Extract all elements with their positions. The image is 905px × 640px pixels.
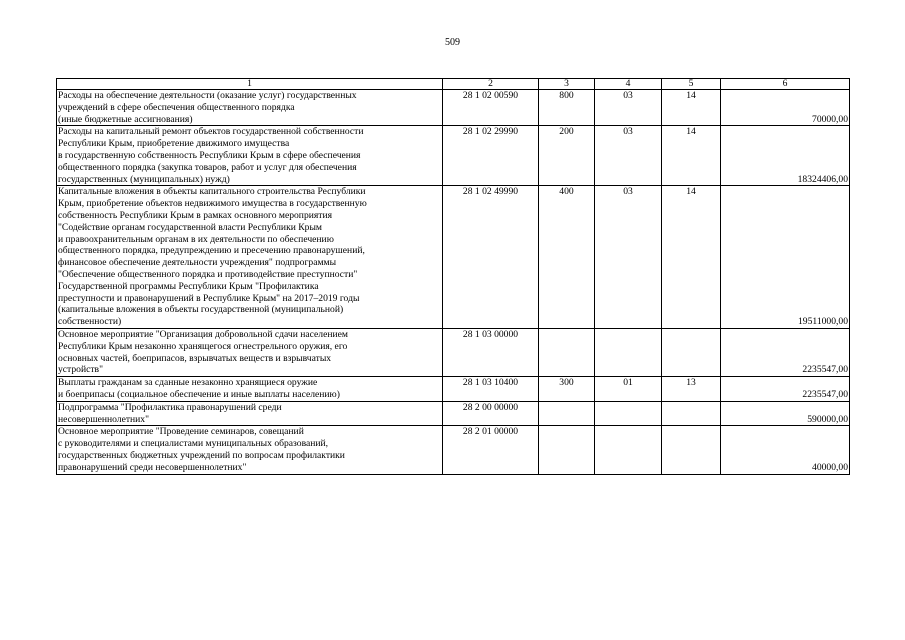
column-header: 5 bbox=[662, 79, 721, 90]
expense-name: Расходы на капитальный ремонт объектов государственной собственности Республики Крым, приобретение движимого имущества в государственную собственность Республики Крым в сфере обеспечения общественного порядка (закупка товаров, работ и услуг для обеспечения государственных (муниципальных) нужд) bbox=[57, 126, 443, 186]
expense-name: Расходы на обеспечение деятельности (оказание услуг) государственных учреждений в сфере обеспечения общественного порядка (иные бюджетные ассигнования) bbox=[57, 90, 443, 126]
expense-type-code: 400 bbox=[539, 186, 595, 329]
section-code: 03 bbox=[595, 126, 662, 186]
table-row bbox=[57, 90, 850, 126]
target-article-code: 28 1 03 00000 bbox=[443, 328, 539, 376]
target-article-code: 28 1 02 49990 bbox=[443, 186, 539, 329]
column-header: 4 bbox=[595, 79, 662, 90]
amount: 18324406,00 bbox=[721, 126, 850, 186]
budget-table bbox=[56, 78, 850, 475]
expense-type-code: 200 bbox=[539, 126, 595, 186]
page-number: 509 bbox=[445, 37, 460, 48]
table-row bbox=[57, 401, 850, 426]
expense-name: Подпрограмма "Профилактика правонарушений среди несовершеннолетних" bbox=[57, 401, 443, 426]
expense-type-code bbox=[539, 426, 595, 474]
table-row bbox=[57, 126, 850, 186]
target-article-code: 28 2 01 00000 bbox=[443, 426, 539, 474]
section-code: 03 bbox=[595, 186, 662, 329]
expense-type-code bbox=[539, 328, 595, 376]
amount: 19511000,00 bbox=[721, 186, 850, 329]
target-article-code: 28 1 02 00590 bbox=[443, 90, 539, 126]
target-article-code: 28 1 02 29990 bbox=[443, 126, 539, 186]
target-article-code: 28 1 03 10400 bbox=[443, 377, 539, 402]
table-row bbox=[57, 328, 850, 376]
table-row bbox=[57, 186, 850, 329]
column-header: 2 bbox=[443, 79, 539, 90]
subsection-code bbox=[662, 401, 721, 426]
subsection-code: 13 bbox=[662, 377, 721, 402]
expense-name: Выплаты гражданам за сданные незаконно хранящиеся оружие и боеприпасы (социальное обеспечение и иные выплаты населению) bbox=[57, 377, 443, 402]
amount: 590000,00 bbox=[721, 401, 850, 426]
column-header: 3 bbox=[539, 79, 595, 90]
amount: 70000,00 bbox=[721, 90, 850, 126]
expense-name: Основное мероприятие "Проведение семинаров, совещаний с руководителями и специалистами муниципальных образований, государственных бюджетных учреждений по вопросам профилактики правонарушений среди несовершеннолетних" bbox=[57, 426, 443, 474]
subsection-code: 14 bbox=[662, 126, 721, 186]
table-row bbox=[57, 377, 850, 402]
table-header-row bbox=[57, 79, 850, 90]
subsection-code: 14 bbox=[662, 90, 721, 126]
section-code: 01 bbox=[595, 377, 662, 402]
expense-name: Основное мероприятие "Организация добровольной сдачи населением Республики Крым незаконно хранящегося огнестрельного оружия, его основных частей, боеприпасов, взрывчатых веществ и взрывчатых устройств" bbox=[57, 328, 443, 376]
section-code bbox=[595, 426, 662, 474]
subsection-code bbox=[662, 328, 721, 376]
amount: 2235547,00 bbox=[721, 328, 850, 376]
column-header: 6 bbox=[721, 79, 850, 90]
expense-type-code: 300 bbox=[539, 377, 595, 402]
expense-name: Капитальные вложения в объекты капитального строительства Республики Крым, приобретение объектов недвижимого имущества в государственную собственность Республики Крым в рамках основного мероприятия "Содействие органам государственной власти Республики Крым и правоохранительным органам в их деятельности по обеспечению общественного порядка, предупреждению и пресечению правонарушений, финансовое обеспечение деятельности учреждения" подпрограммы "Обеспечение общественного порядка и противодействие преступности" Государственной программы Республики Крым "Профилактика преступности и правонарушений в Республике Крым" на 2017–2019 годы (капитальные вложения в объекты государственной (муниципальной) собственности) bbox=[57, 186, 443, 329]
table-row bbox=[57, 426, 850, 474]
subsection-code bbox=[662, 426, 721, 474]
target-article-code: 28 2 00 00000 bbox=[443, 401, 539, 426]
section-code bbox=[595, 328, 662, 376]
expense-type-code: 800 bbox=[539, 90, 595, 126]
section-code: 03 bbox=[595, 90, 662, 126]
column-header: 1 bbox=[57, 79, 443, 90]
expense-type-code bbox=[539, 401, 595, 426]
subsection-code: 14 bbox=[662, 186, 721, 329]
amount: 2235547,00 bbox=[721, 377, 850, 402]
amount: 40000,00 bbox=[721, 426, 850, 474]
section-code bbox=[595, 401, 662, 426]
